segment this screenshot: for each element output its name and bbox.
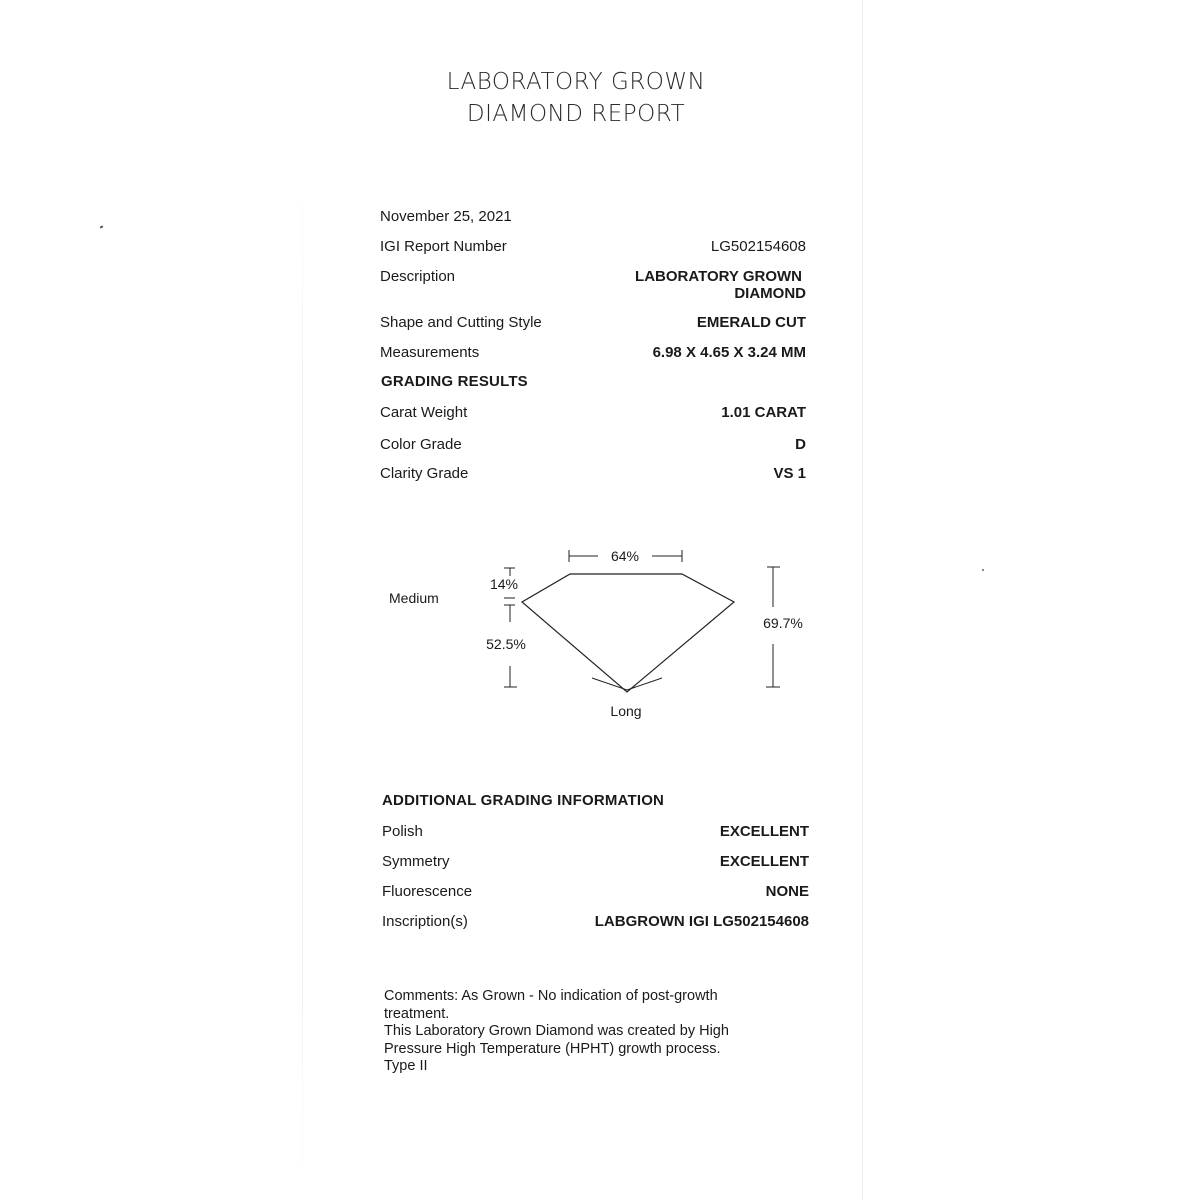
symmetry-value: EXCELLENT [719,853,809,870]
girdle-label: Medium [389,590,439,606]
shape-value: EMERALD CUT [696,314,806,331]
comments-block [384,988,804,1076]
report-date: November 25, 2021 [380,208,512,225]
report-header [0,66,1152,130]
symmetry-label: Symmetry [382,853,450,870]
inscription-label: Inscription(s) [382,913,468,930]
total-depth-percent: 69.7% [763,615,803,631]
carat-value: 1.01 CARAT [721,404,806,421]
report-number-label: IGI Report Number [380,238,507,255]
measurements-value: 6.98 X 4.65 X 3.24 MM [652,344,806,361]
report-number-value: LG502154608 [710,238,806,255]
description-row [380,268,806,304]
grading-results-title: GRADING RESULTS [381,373,528,390]
scan-speck [100,225,104,228]
comments-line-2: treatment. [384,1005,450,1022]
header-line-2: DIAMOND REPORT [466,101,686,127]
scan-speck [982,569,984,571]
polish-value: EXCELLENT [719,823,809,840]
header-line-1: LABORATORY GROWN [446,69,706,95]
crown-height-percent: 14% [489,576,519,592]
proportions-diagram [380,540,820,730]
page-edge-right [862,0,863,1200]
description-value [635,268,806,302]
comments-line-3: This Laboratory Grown Diamond was created by High [384,1023,729,1039]
shape-label: Shape and Cutting Style [380,314,542,331]
additional-grading-title: ADDITIONAL GRADING INFORMATION [382,792,665,809]
inscription-value: LABGROWN IGI LG502154608 [594,913,809,930]
clarity-value: VS 1 [773,465,806,482]
table-percent: 64% [610,548,640,564]
color-value: D [795,436,806,453]
clarity-label: Clarity Grade [380,465,469,482]
culet-mark [592,678,662,690]
diamond-profile [522,574,734,692]
fluorescence-label: Fluorescence [382,883,473,900]
comments-line-4: Pressure High Temperature (HPHT) growth process. [384,1040,721,1057]
measurements-label: Measurements [380,344,480,361]
pavilion-depth-percent: 52.5% [486,636,526,652]
color-label: Color Grade [380,436,462,453]
fluorescence-value: NONE [765,883,809,900]
culet-label: Long [610,703,642,719]
comments-line-1: Comments: As Grown - No indication of post-growth [384,988,718,1004]
description-value-line-1: LABORATORY GROWN [635,268,802,285]
carat-label: Carat Weight [380,404,468,421]
description-label: Description [380,268,456,285]
description-value-line-2: DIAMOND [734,285,806,302]
comments-line-5: Type II [384,1058,428,1074]
polish-label: Polish [382,823,423,840]
page-edge-left [302,170,303,1200]
